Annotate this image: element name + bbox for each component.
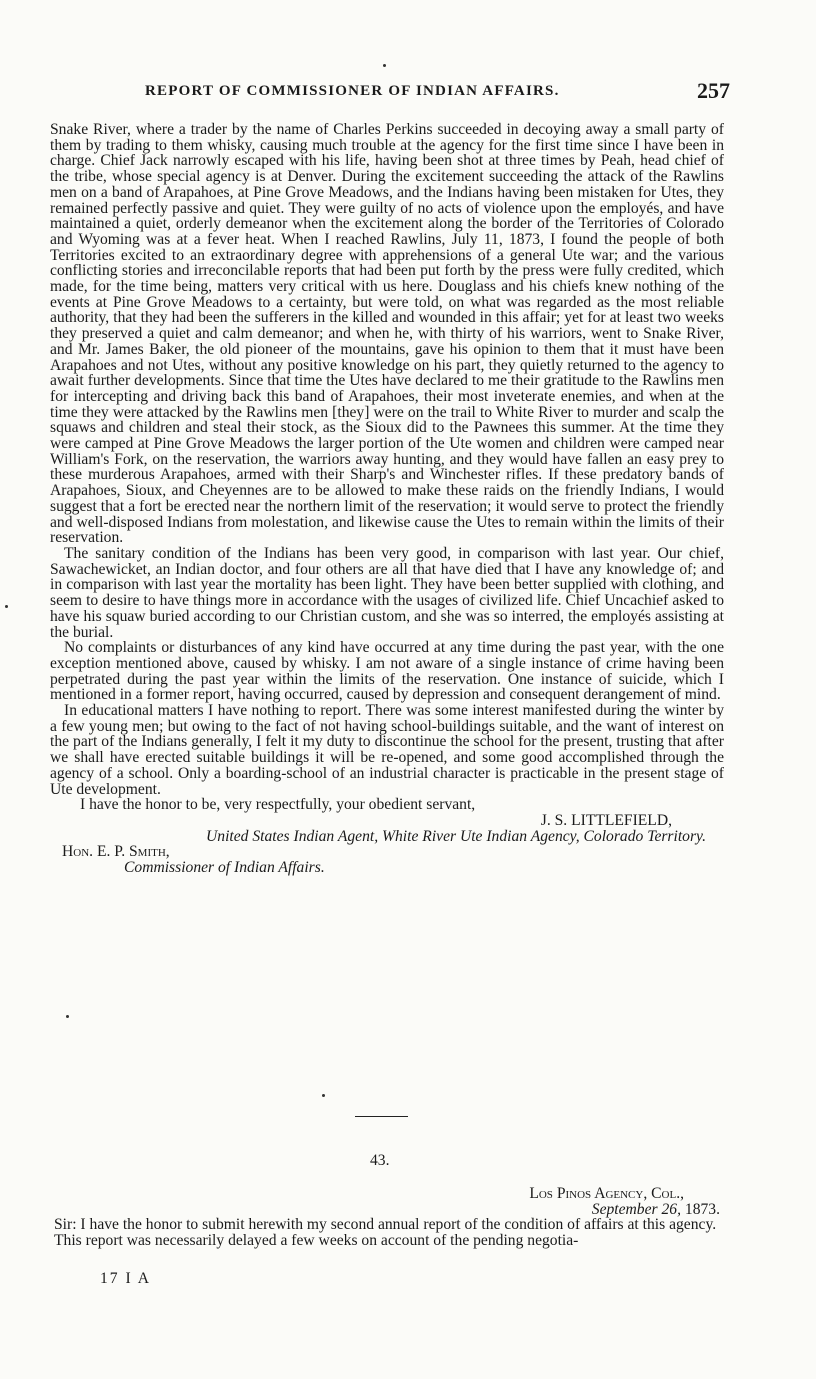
ink-speck bbox=[322, 1094, 325, 1097]
section-divider bbox=[355, 1116, 408, 1117]
ink-speck bbox=[5, 605, 8, 608]
printer-signature-mark: 17 I A bbox=[100, 1270, 151, 1287]
page-number: 257 bbox=[697, 78, 730, 103]
ink-speck bbox=[66, 1015, 69, 1018]
letter-paragraph: This report was necessarily delayed a few weeks on account of the pending negotia- bbox=[54, 1232, 579, 1250]
agent-title: United States Indian Agent, White River Ute Indian Agency, Colorado Territory. bbox=[206, 827, 706, 845]
letter-place: Los Pinos Agency, Col., bbox=[529, 1185, 684, 1202]
closing-line: I have the honor to be, very respectfully, your obedient servant, bbox=[80, 796, 476, 814]
running-title: REPORT OF COMMISSIONER OF INDIAN AFFAIRS. bbox=[145, 83, 560, 99]
report-paragraph: No complaints or disturbances of any kind have occurred at any time during the past year, with the one exception mentioned above, caused by whisky. I am not aware of a single instance of crime having been perpetrated during the past year within the limits of the reservation. One instance of suicide, which I mentioned in a former report, having occurred, caused by depression and consequent derangement of mind. bbox=[50, 639, 724, 704]
ink-speck bbox=[383, 64, 386, 67]
page-header bbox=[145, 78, 730, 108]
report-body bbox=[50, 122, 724, 876]
letter-date-day: September 26, bbox=[591, 1200, 681, 1218]
letter-date bbox=[40, 1202, 724, 1218]
report-paragraph: In educational matters I have nothing to report. There was some interest manifested during the winter by a few young men; but owing to the fact of not having school-buildings suitable, and the want of interest on the part of the Indians generally, I felt it my duty to discontinue the school for the present, trusting that after we shall have erected suitable buildings it will be re-opened, and some good accomplished through the agency of a school. Only a boarding-school of an industrial character is practicable in the present stage of Ute development. bbox=[50, 702, 724, 798]
report-paragraph: Snake River, where a trader by the name of Charles Perkins succeeded in decoying away a small party of them by trading to them whisky, causing much trouble at the agency for the first time since I have been in charge. Chief Jack narrowly escaped with his life, having been shot at three times by Peah, head chief of the tribe, whose special agency is at Denver. During the excitement succeeding the attack of the Rawlins men on a band of Arapahoes, at Pine Grove Meadows, and the Indians having been mistaken for Utes, they remained perfectly passive and quiet. They were guilty of no acts of violence upon the employés, and have maintained a quiet, orderly demeanor when the excitement along the border of the Territories of Colorado and Wyoming was at a fever heat. When I reached Rawlins, July 11, 1873, I found the people of both Territories excited to an extraordinary degree with apprehensions of a general Ute war; and the various conflicting stories and irreconcilable reports that had been put forth by the press were fully credited, which made, for the time being, matters very critical with us here. Douglass and his chiefs knew nothing of the events at Pine Grove Meadows to a certainty, but were told, on what was regarded as the most reliable authority, that they had been the sufferers in the killed and wounded in this affair; yet for at least two weeks they preserved a quiet and calm demeanor; and when he, with thirty of his warriors, went to Snake River, and Mr. James Baker, the old pioneer of the mountains, gave his opinion to them that it must have been Arapahoes and not Utes, without any positive knowledge on his part, they quietly returned to the agency to await further developments. Since that time the Utes have declared to me their gratitude to the Rawlins men for intercepting and driving back this band of Arapahoes, their most inveterate enemies, and when at the time they were attacked by the Rawlins men [they] were on the trail to White River to murder and scalp the squaws and children and steal their stock, as the Sioux did to the Pawnees this summer. At the time they were camped at Pine Grove Meadows the larger portion of the Ute women and children were camped near William's Fork, on the reservation, the warriors away hunting, and they would have fallen an easy prey to these murderous Arapahoes, armed with their Sharp's and Winchester rifles. If these predatory bands of Arapahoes, Sioux, and Cheyennes are to be allowed to make these raids on the friendly Indians, I would suggest that a fort be erected near the northern limit of the reservation; it would serve to protect the friendly and well-disposed Indians from molestation, and likewise cause the Utes to remain within the limits of their reservation. bbox=[50, 121, 724, 547]
addressee: Hon. E. P. Smith, bbox=[62, 843, 170, 861]
signature-name: J. S. LITTLEFIELD, bbox=[540, 811, 672, 829]
next-letter bbox=[40, 1186, 724, 1249]
addressee-title: Commissioner of Indian Affairs. bbox=[124, 859, 325, 877]
letter-paragraph: Sir: I have the honor to submit herewith my second annual report of the condition of affairs at this agency. bbox=[54, 1216, 717, 1234]
letter-date-year: 1873. bbox=[684, 1200, 720, 1218]
document-number: 43. bbox=[370, 1152, 390, 1169]
report-paragraph: The sanitary condition of the Indians has been very good, in comparison with last year. Our chief, Sawachewicket, an Indian doctor, and four others are all that have died that I have any knowledge of; and in comparison with last year the mortality has been light. They have been better supplied with clothing, and seem to desire to have things more in accordance with the usages of civilized life. Chief Uncachief asked to have his squaw buried according to our Christian custom, and she was so interred, the employés assisting at the burial. bbox=[50, 544, 724, 641]
